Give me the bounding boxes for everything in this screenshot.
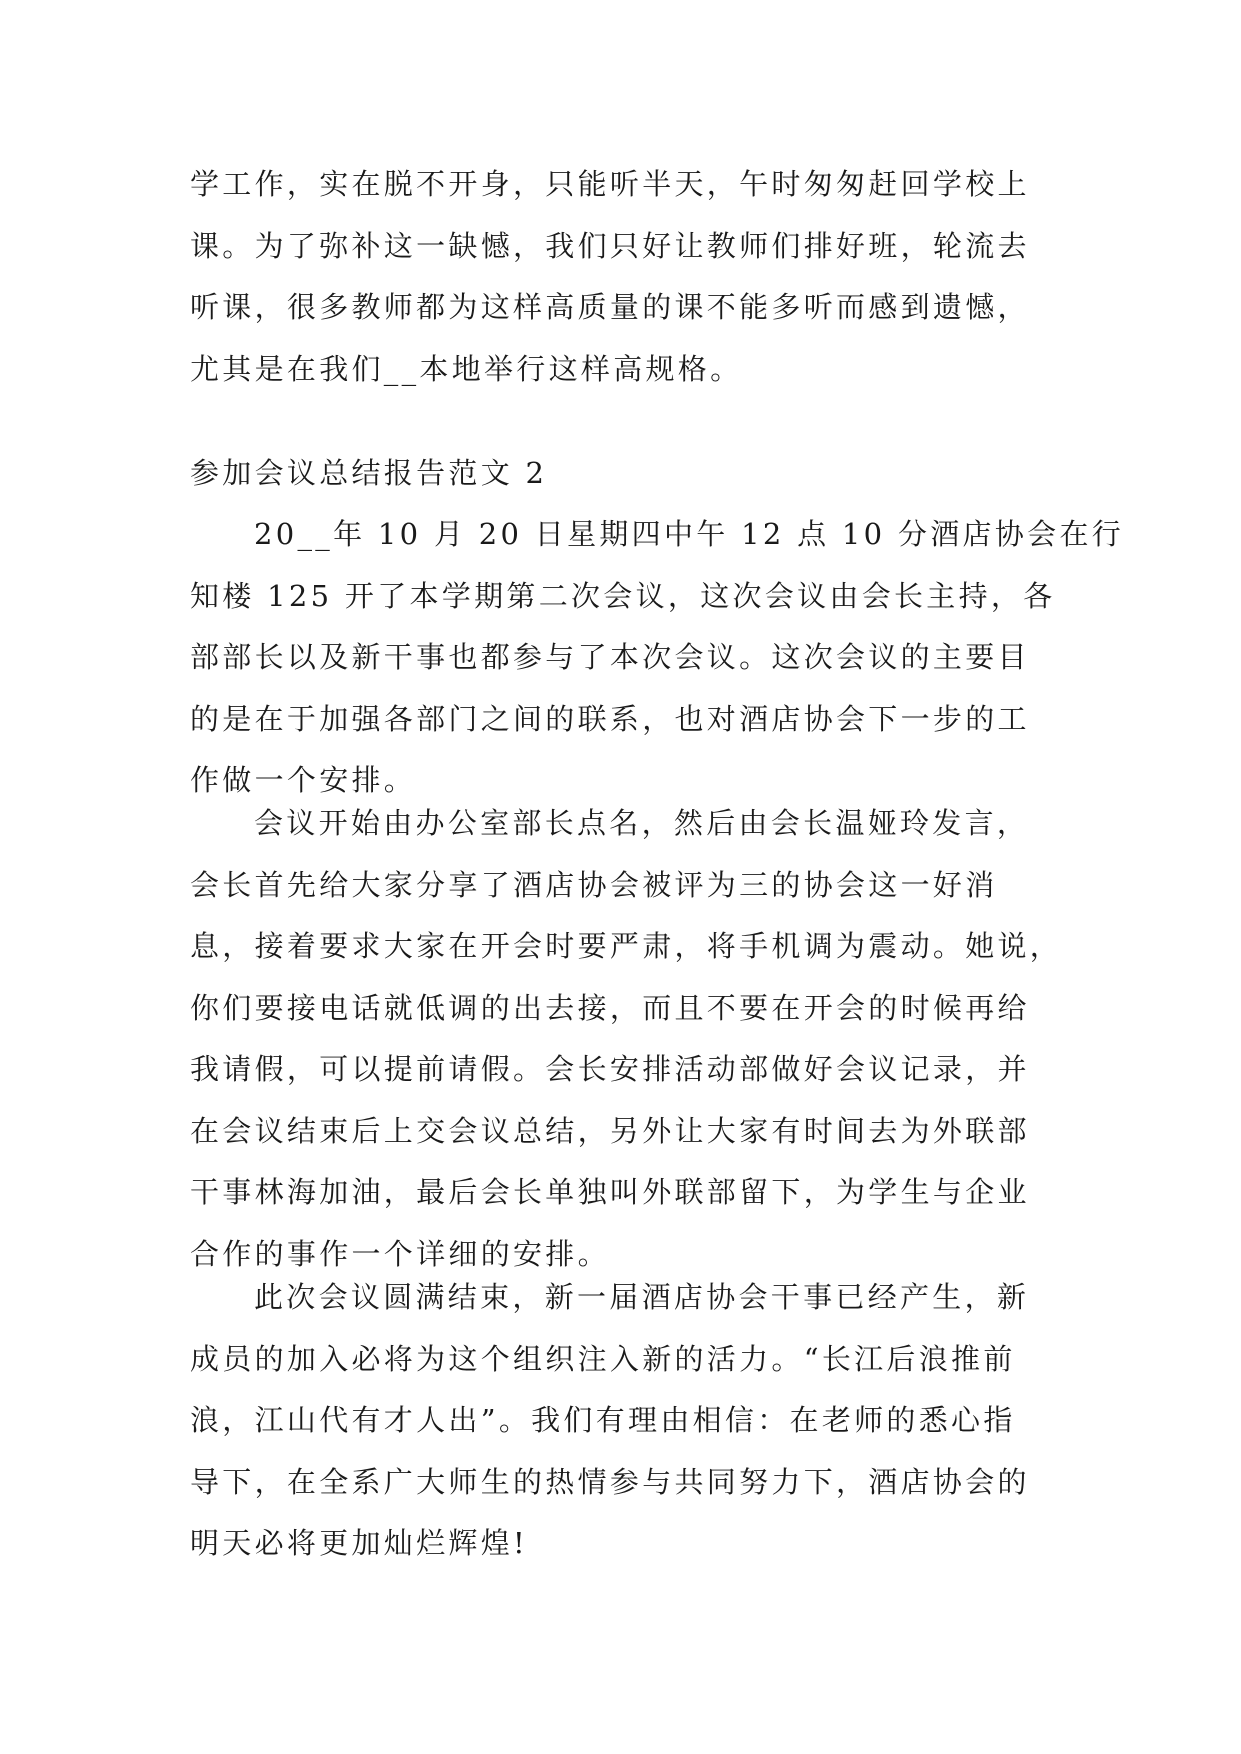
continued-paragraph bbox=[190, 154, 1060, 400]
paragraph-line: 我请假，可以提前请假。会长安排活动部做好会议记录，并 bbox=[190, 1052, 1030, 1086]
section-heading-text: 参加会议总结报告范文 2 bbox=[190, 456, 548, 490]
paragraph-line: 你们要接电话就低调的出去接，而且不要在开会的时候再给 bbox=[190, 990, 1030, 1025]
paragraph-line: 干事林海加油，最后会长单独叫外联部留下，为学生与企业 bbox=[190, 1175, 1030, 1209]
paragraph-line: 会议开始由办公室部长点名，然后由会长温娅玲发言， bbox=[254, 806, 1030, 840]
paragraph-line: 息，接着要求大家在开会时要严肃，将手机调为震动。她说， bbox=[190, 929, 1063, 963]
paragraph-line: 在会议结束后上交会议总结，另外让大家有时间去为外联部 bbox=[190, 1113, 1030, 1148]
paragraph-line: 作做一个安排。 bbox=[190, 763, 417, 797]
paragraph-meeting-conclusion bbox=[190, 1267, 1060, 1575]
paragraph-line: 会长首先给大家分享了酒店协会被评为三的协会这一好消 bbox=[190, 867, 998, 902]
paragraph-line: 合作的事作一个详细的安排。 bbox=[190, 1236, 610, 1271]
paragraph-line: 听课，很多教师都为这样高质量的课不能多听而感到遗憾， bbox=[190, 290, 1030, 324]
paragraph-line: 的是在于加强各部门之间的联系，也对酒店协会下一步的工 bbox=[190, 701, 1030, 736]
paragraph-line: 课。为了弥补这一缺憾，我们只好让教师们排好班，轮流去 bbox=[190, 228, 1030, 263]
paragraph-meeting-intro bbox=[190, 504, 1125, 812]
paragraph-line: 浪，江山代有才人出”。我们有理由相信：在老师的悉心指 bbox=[190, 1403, 1016, 1437]
paragraph-line: 此次会议圆满结束，新一届酒店协会干事已经产生，新 bbox=[254, 1280, 1030, 1314]
paragraph-line: 部部长以及新干事也都参与了本次会议。这次会议的主要目 bbox=[190, 640, 1030, 674]
paragraph-line: 20__年 10 月 20 日星期四中午 12 点 10 分酒店协会在行 bbox=[254, 517, 1125, 551]
section-heading bbox=[190, 443, 1060, 505]
paragraph-meeting-content bbox=[190, 793, 1063, 1285]
paragraph-line: 成员的加入必将为这个组织注入新的活力。“长江后浪推前 bbox=[190, 1341, 1016, 1376]
paragraph-line: 学工作，实在脱不开身，只能听半天，午时匆匆赶回学校上 bbox=[190, 167, 1030, 201]
paragraph-line: 知楼 125 开了本学期第二次会议，这次会议由会长主持，各 bbox=[190, 578, 1056, 613]
paragraph-line: 尤其是在我们__本地举行这样高规格。 bbox=[190, 351, 743, 386]
paragraph-line: 导下，在全系广大师生的热情参与共同努力下，酒店协会的 bbox=[190, 1464, 1030, 1499]
paragraph-line: 明天必将更加灿烂辉煌! bbox=[190, 1526, 528, 1560]
